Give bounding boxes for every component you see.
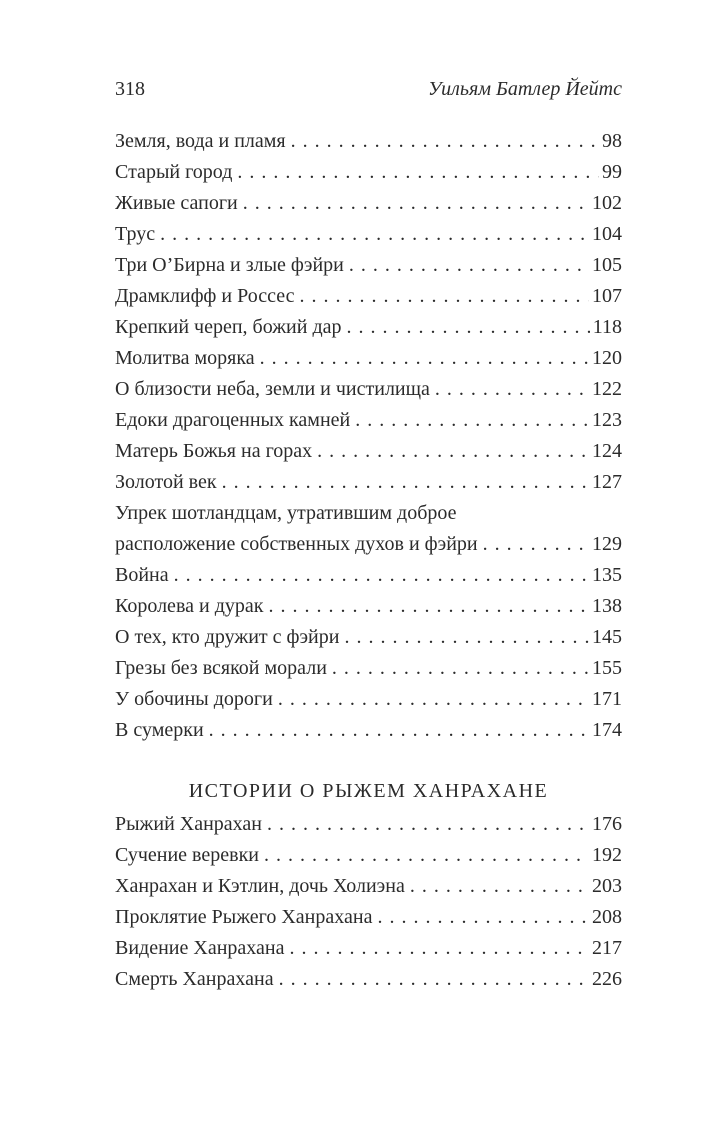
toc-entry-title: Ханрахан и Кэтлин, дочь Холиэна (115, 875, 405, 897)
toc-entry (115, 405, 622, 436)
toc-entry-title: Грезы без всякой морали (115, 657, 327, 679)
toc-entry-title: Королева и дурак (115, 595, 264, 617)
dot-leader (243, 188, 589, 219)
toc-entry (115, 126, 622, 157)
toc-entry-title: Земля, вода и пламя (115, 130, 286, 152)
toc-entry-page: 118 (592, 316, 622, 338)
toc-entry-title: Рыжий Ханрахан (115, 813, 263, 835)
page-number: 318 (115, 78, 145, 100)
toc-entry-title: Сучение веревки (115, 844, 260, 866)
dot-leader (377, 902, 589, 933)
toc-entry-title: В сумерки (115, 719, 204, 741)
toc-entry-page: 203 (592, 875, 622, 897)
toc-entry (115, 281, 622, 312)
toc-entry (115, 436, 622, 467)
toc-entry-title: О тех, кто дружит с фэйри (115, 626, 340, 648)
toc-section (115, 126, 622, 746)
toc-entry-page: 145 (592, 626, 622, 648)
toc-entry-title: Видение Ханрахана (115, 937, 285, 959)
toc-entry-page: 123 (592, 409, 622, 431)
dot-leader (278, 684, 589, 715)
toc-entry (115, 529, 622, 560)
toc-entry-page: 135 (592, 564, 622, 586)
toc-entry-page: 174 (592, 719, 622, 741)
toc-entry-page: 192 (592, 844, 622, 866)
toc-entry-title: Старый город (115, 161, 233, 183)
toc (115, 126, 622, 995)
section-heading: ИСТОРИИ О РЫЖЕМ ХАНРАХАНЕ (188, 780, 549, 802)
dot-leader (160, 219, 589, 250)
dot-leader (344, 622, 589, 653)
toc-entry-page: 176 (592, 813, 622, 835)
toc-entry (115, 622, 622, 653)
dot-leader (264, 840, 589, 871)
toc-entry-page: 171 (592, 688, 622, 710)
toc-entry (115, 653, 622, 684)
dot-leader (410, 871, 589, 902)
toc-entry-page: 226 (592, 968, 622, 990)
toc-entry-page: 107 (592, 285, 622, 307)
toc-entry-page: 102 (592, 192, 622, 214)
dot-leader (174, 560, 589, 591)
dot-leader (289, 933, 589, 964)
toc-entry-page: 155 (592, 657, 622, 679)
dot-leader (332, 653, 589, 684)
toc-entry-page: 105 (592, 254, 622, 276)
toc-entry (115, 250, 622, 281)
toc-entry-page: 104 (592, 223, 622, 245)
dot-leader (483, 529, 589, 560)
toc-entry (115, 964, 622, 995)
toc-entry (115, 684, 622, 715)
toc-entry-title: О близости неба, земли и чистилища (115, 378, 430, 400)
toc-entry (115, 312, 622, 343)
toc-entry-title: Золотой век (115, 471, 217, 493)
dot-leader (267, 809, 589, 840)
toc-entry-title: Едоки драгоценных камней (115, 409, 351, 431)
toc-entry-title: Молитва моряка (115, 347, 255, 369)
dot-leader (349, 250, 589, 281)
toc-entry-page: 208 (592, 906, 622, 928)
dot-leader (347, 312, 590, 343)
running-title: Уильям Батлер Йейтс (427, 78, 622, 100)
toc-entry (115, 591, 622, 622)
toc-entry-title: Драмклифф и Россес (115, 285, 295, 307)
toc-entry (115, 840, 622, 871)
toc-entry (115, 715, 622, 746)
toc-entry-title: Крепкий череп, божий дар (115, 316, 342, 338)
toc-entry (115, 809, 622, 840)
toc-entry-page: 122 (592, 378, 622, 400)
toc-entry (115, 902, 622, 933)
dot-leader (299, 281, 589, 312)
dot-leader (279, 964, 589, 995)
toc-entry (115, 219, 622, 250)
toc-entry-title: Война (115, 564, 169, 586)
dot-leader (237, 157, 599, 188)
toc-entry (115, 498, 622, 529)
dot-leader (268, 591, 589, 622)
toc-entry-page: 99 (602, 161, 622, 183)
toc-entry-title: Трус (115, 223, 156, 245)
toc-entry-title: Смерть Ханрахана (115, 968, 274, 990)
toc-entry (115, 188, 622, 219)
toc-entry-page: 124 (592, 440, 622, 462)
toc-entry-title: расположение собственных духов и фэйри (115, 533, 478, 555)
toc-entry-page: 120 (592, 347, 622, 369)
toc-entry (115, 871, 622, 902)
toc-entry-page: 98 (602, 130, 622, 152)
toc-entry-title: Проклятие Рыжего Ханрахана (115, 906, 373, 928)
dot-leader (260, 343, 589, 374)
toc-entry-page: 217 (592, 937, 622, 959)
dot-leader (222, 467, 589, 498)
dot-leader (317, 436, 589, 467)
toc-entry-title: Три О’Бирна и злые фэйри (115, 254, 344, 276)
toc-entry-title: Живые сапоги (115, 192, 238, 214)
dot-leader (209, 715, 589, 746)
toc-entry-page: 138 (592, 595, 622, 617)
toc-entry-page: 129 (592, 533, 622, 555)
toc-entry (115, 343, 622, 374)
running-header (115, 78, 622, 101)
dot-leader (355, 405, 589, 436)
toc-entry (115, 560, 622, 591)
toc-entry-title: У обочины дороги (115, 688, 273, 710)
toc-entry (115, 933, 622, 964)
dot-leader (291, 126, 599, 157)
toc-entry (115, 467, 622, 498)
toc-entry (115, 374, 622, 405)
toc-entry-page: 127 (592, 471, 622, 493)
toc-entry-title: Упрек шотландцам, утратившим доброе (115, 502, 457, 524)
toc-entry (115, 157, 622, 188)
toc-section (115, 776, 622, 995)
toc-entry-title: Матерь Божья на горах (115, 440, 313, 462)
dot-leader (435, 374, 589, 405)
